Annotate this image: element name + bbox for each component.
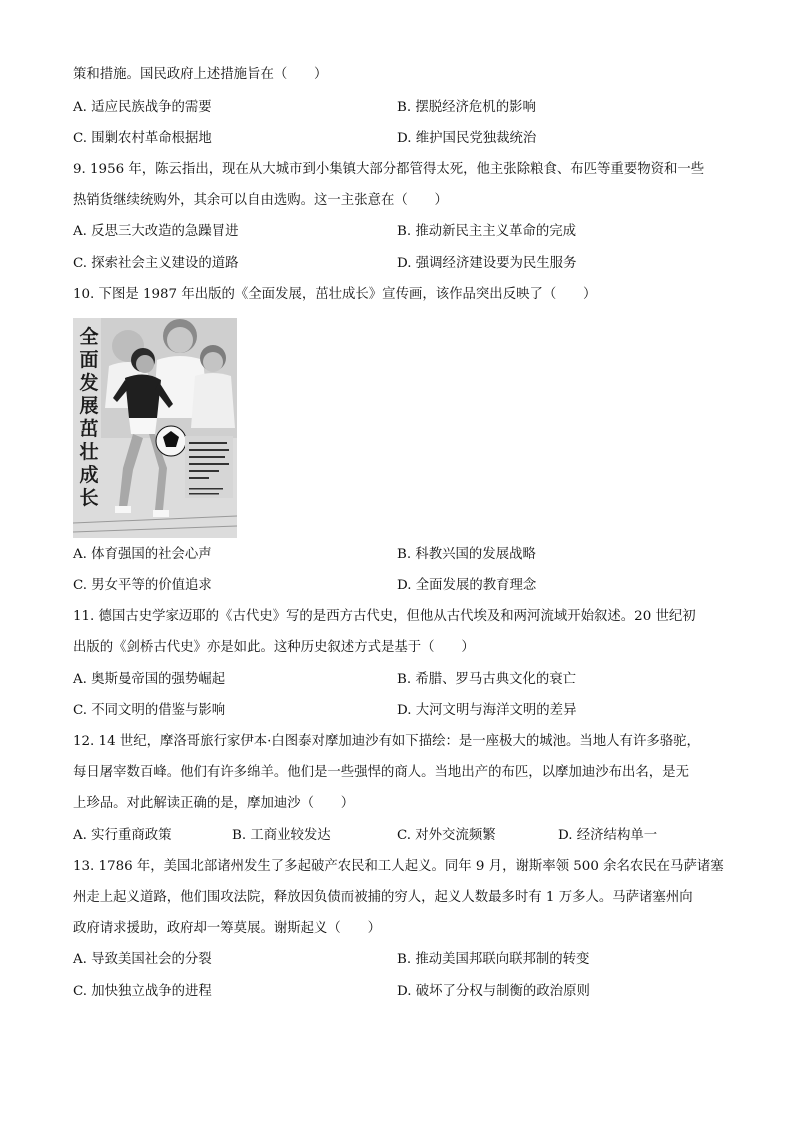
q9-stem-line-1: 9. 1956 年，陈云指出，现在从大城市到小集镇大部分都管得太死，他主张除粮食、布匹等重要物资和一些	[73, 162, 705, 177]
q13-option-a: A. 导致美国社会的分裂	[73, 952, 212, 967]
q8-option-b: B. 摆脱经济危机的影响	[397, 100, 536, 115]
q11-stem-line-2: 出版的《剑桥古代史》亦是如此。这种历史叙述方式是基于（ ）	[73, 640, 475, 655]
q12-stem-line-2: 每日屠宰数百峰。他们有许多绵羊。他们是一些强悍的商人。当地出产的布匹，以摩加迪沙布出名，是无	[73, 765, 689, 780]
q9-option-d: D. 强调经济建设要为民生服务	[397, 256, 577, 271]
q8-option-d: D. 维护国民党独裁统治	[397, 131, 537, 146]
q13-stem-line-1: 13. 1786 年，美国北部诸州发生了多起破产农民和工人起义。同年 9 月，谢斯率领 500 余名农民在马萨诸塞	[73, 859, 724, 874]
propaganda-poster-image	[73, 318, 237, 538]
q10-option-b: B. 科教兴国的发展战略	[397, 547, 536, 562]
q11-option-c: C. 不同文明的借鉴与影响	[73, 703, 226, 718]
q11-option-b: B. 希腊、罗马古典文化的衰亡	[397, 672, 577, 687]
q11-option-d: D. 大河文明与海洋文明的差异	[397, 703, 577, 718]
q13-stem-line-2: 州走上起义道路，他们围攻法院，释放因负债而被捕的穷人，起义人数最多时有 1 万多人。马萨诸塞州向	[73, 890, 693, 905]
q12-option-c: C. 对外交流频繁	[397, 828, 496, 843]
q11-option-a: A. 奥斯曼帝国的强势崛起	[73, 672, 226, 687]
q10-option-d: D. 全面发展的教育理念	[397, 578, 537, 593]
q9-option-a: A. 反思三大改造的急躁冒进	[73, 224, 239, 239]
q13-option-d: D. 破坏了分权与制衡的政治原则	[397, 984, 590, 999]
q12-option-d: D. 经济结构单一	[558, 828, 658, 843]
q10-stem: 10. 下图是 1987 年出版的《全面发展，茁壮成长》宣传画，该作品突出反映了（ ）	[73, 287, 597, 302]
q9-option-b: B. 推动新民主主义革命的完成	[397, 224, 577, 239]
q13-stem-line-3: 政府请求援助，政府却一筹莫展。谢斯起义（ ）	[73, 921, 381, 936]
q12-stem-line-1: 12. 14 世纪，摩洛哥旅行家伊本·白图泰对摩加迪沙有如下描绘：是一座极大的城池。当地人有许多骆驼，	[73, 734, 700, 749]
q8-option-c: C. 围剿农村革命根据地	[73, 131, 212, 146]
q9-stem-line-2: 热销货继续统购外，其余可以自由选购。这一主张意在（ ）	[73, 193, 448, 208]
poster-title: 全面发展茁壮成长	[79, 326, 99, 509]
q8-option-a: A. 适应民族战争的需要	[73, 100, 212, 115]
q8-stem-end: 策和措施。国民政府上述措施旨在（ ）	[73, 67, 328, 82]
q12-option-b: B. 工商业较发达	[232, 828, 331, 843]
q11-stem-line-1: 11. 德国古史学家迈耶的《古代史》写的是西方古代史，但他从古代埃及和两河流域开始叙述。20 世纪初	[73, 609, 696, 624]
q12-option-a: A. 实行重商政策	[73, 828, 172, 843]
q10-option-a: A. 体育强国的社会心声	[73, 547, 212, 562]
q9-option-c: C. 探索社会主义建设的道路	[73, 256, 239, 271]
q12-stem-line-3: 上珍品。对此解读正确的是，摩加迪沙（ ）	[73, 796, 355, 811]
q13-option-b: B. 推动美国邦联向联邦制的转变	[397, 952, 590, 967]
q13-option-c: C. 加快独立战争的进程	[73, 984, 212, 999]
q10-option-c: C. 男女平等的价值追求	[73, 578, 212, 593]
